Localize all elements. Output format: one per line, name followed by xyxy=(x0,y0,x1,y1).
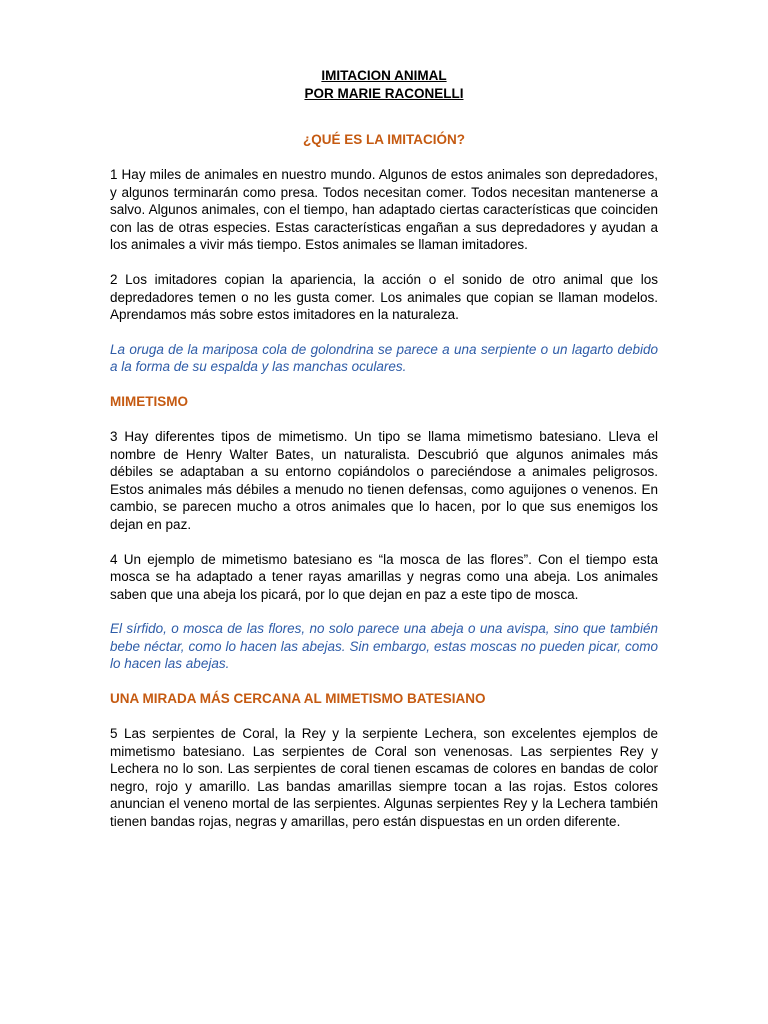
caption-caterpillar: La oruga de la mariposa cola de golondrina se parece a una serpiente o un lagarto debido a la forma de su espalda y las manchas oculares. xyxy=(110,341,658,375)
caption-hoverfly: El sírfido, o mosca de las flores, no solo parece una abeja o una avispa, sino que también bebe néctar, como lo hacen las abejas. Sin embargo, estas moscas no pueden picar, como lo hacen las abejas. xyxy=(110,621,658,672)
title-block xyxy=(110,67,658,103)
document-title: IMITACION ANIMAL xyxy=(321,68,447,83)
document-page xyxy=(110,67,658,848)
section-heading-mimetismo: MIMETISMO xyxy=(110,393,188,409)
paragraph-4: 4 Un ejemplo de mimetismo batesiano es “la mosca de las flores”. Con el tiempo esta mosca se ha adaptado a tener rayas amarillas y negras como una abeja. Los animales saben que una abeja los picará, por lo que dejan en paz a este tipo de mosca. xyxy=(110,551,658,602)
paragraph-1: 1 Hay miles de animales en nuestro mundo. Algunos de estos animales son depredadores, y algunos terminarán como presa. Todos necesitan comer. Todos necesitan mantenerse a salvo. Algunos animales, con el tiempo, han adaptado ciertas características que coinciden con las de otras especies. Estas características engañan a sus depredadores y ayudan a los animales a vivir más tiempo. Estos animales se llaman imitadores. xyxy=(110,167,658,253)
paragraph-3: 3 Hay diferentes tipos de mimetismo. Un tipo se llama mimetismo batesiano. Lleva el nombre de Henry Walter Bates, un naturalista. Descubrió que algunos animales más débiles se adaptaban a su entorno copiándolos o pareciéndose a animales peligrosos. Estos animales más débiles a menudo no tienen defensas, como aguijones o venenos. En cambio, se parecen mucho a otros animales que lo hacen, por lo que sus enemigos los dejan en paz. xyxy=(110,428,658,532)
paragraph-2: 2 Los imitadores copian la apariencia, la acción o el sonido de otro animal que los depredadores temen o no les gusta comer. Los animales que copian se llaman modelos. Aprendamos más sobre estos imitadores en la naturaleza. xyxy=(110,271,658,323)
section-heading-closer-look: UNA MIRADA MÁS CERCANA AL MIMETISMO BATESIANO xyxy=(110,691,486,707)
document-author: POR MARIE RACONELLI xyxy=(304,86,464,101)
paragraph-5: 5 Las serpientes de Coral, la Rey y la serpiente Lechera, son excelentes ejemplos de mimetismo batesiano. Las serpientes de Coral son venenosas. Las serpientes Rey y Lechera no lo son. Las serpientes de coral tienen escamas de colores en bandas de color negro, rojo y amarillo. Las bandas amarillas siempre tocan a las rojas. Estos colores anuncian el veneno mortal de las serpientes. Algunas serpientes Rey y la Lechera también tienen bandas rojas, negras y amarillas, pero están dispuestas en un orden diferente. xyxy=(110,726,658,830)
section-heading-what-is-imitation: ¿QUÉ ES LA IMITACIÓN? xyxy=(303,132,465,147)
